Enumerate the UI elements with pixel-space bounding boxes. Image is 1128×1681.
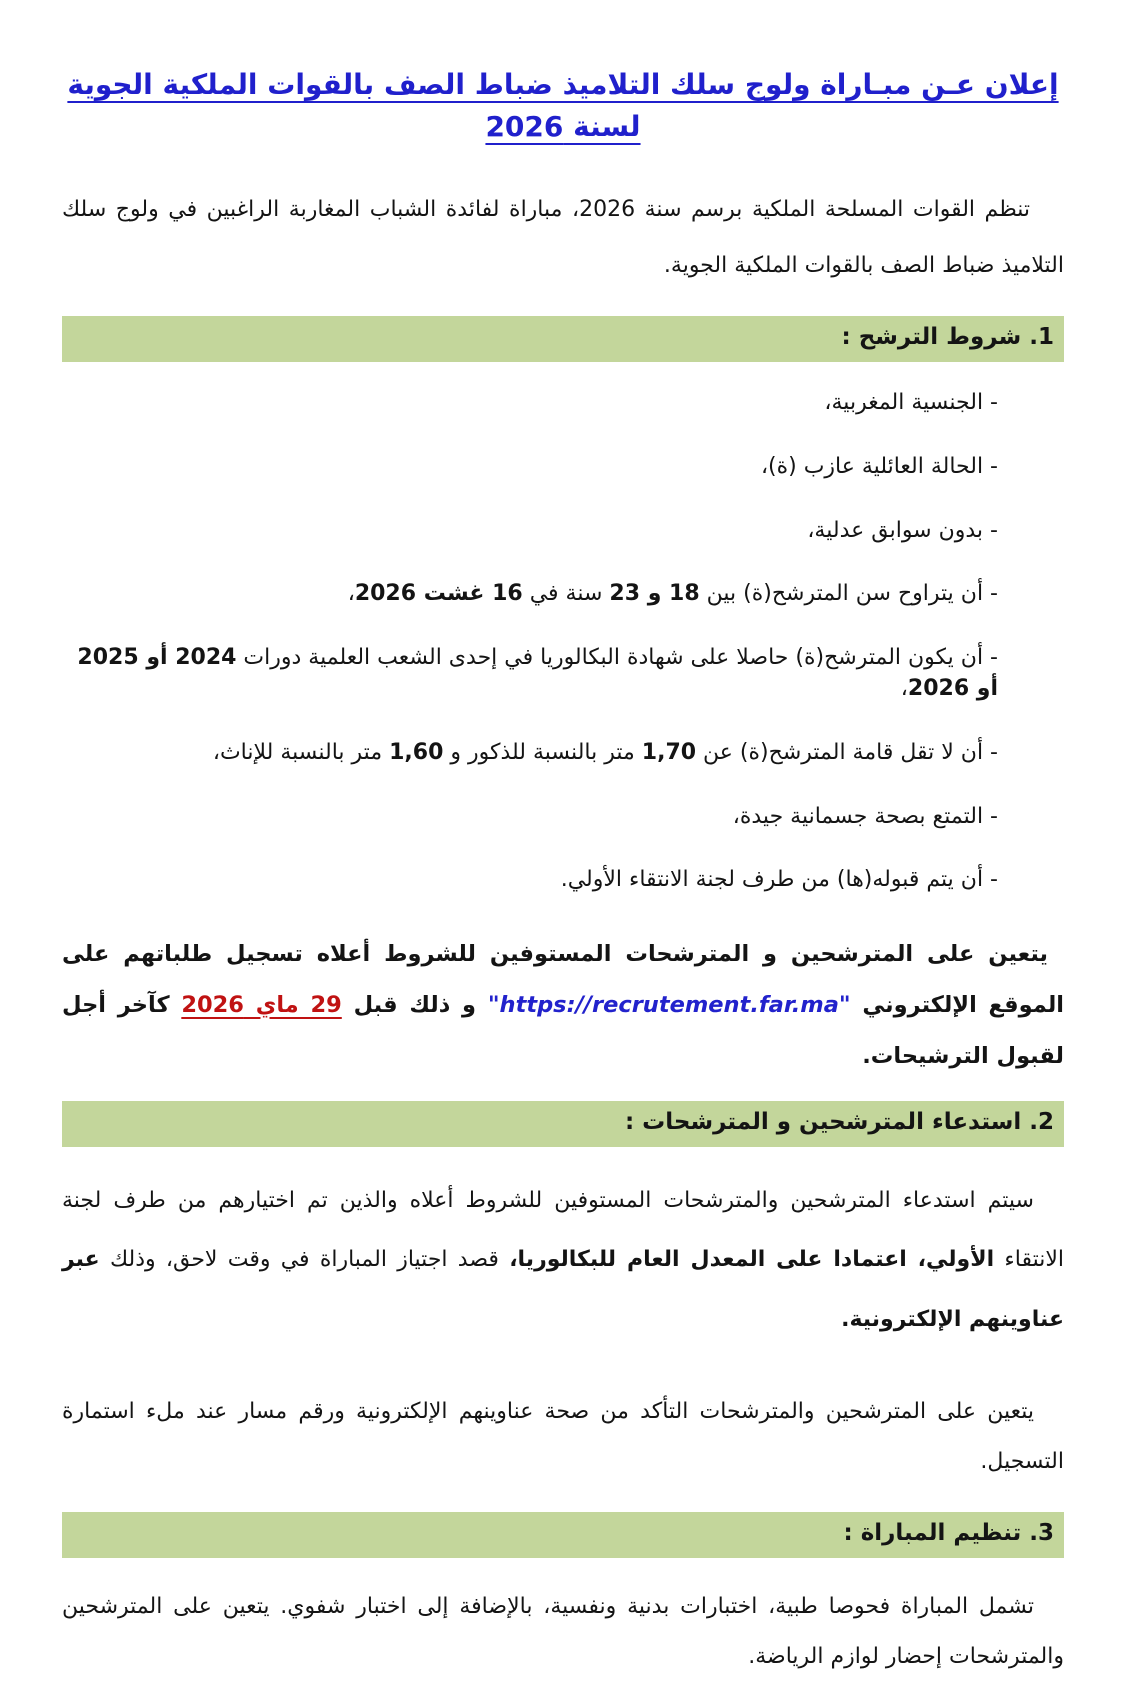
document-title: إعلان عـن مبـاراة ولوج سلك التلاميذ ضباط الصف بالقوات الملكية الجوية لسنة 2026 bbox=[67, 68, 1059, 143]
text-run: 2024 أو 2025 أو 2026 bbox=[77, 645, 998, 702]
text-run: سيتم استدعاء المترشحين والمترشحات المستوفين للشروط أعلاه والذين تم اختيارهم من طرف لجنة الانتقاء bbox=[62, 1188, 1065, 1273]
text-run: ، bbox=[900, 676, 908, 702]
text-run: 1,60 bbox=[389, 739, 444, 765]
condition-item-marital-status bbox=[62, 452, 998, 483]
text-run: سنة في bbox=[522, 581, 610, 607]
spacer bbox=[62, 1349, 1064, 1363]
text-run: - أن يكون المترشح(ة) حاصلا على شهادة البكالوريا في إحدى الشعب العلمية دورات bbox=[236, 645, 998, 671]
condition-item-nationality bbox=[62, 388, 998, 419]
section-3-heading-bar: 3. تنظيم المباراة : bbox=[62, 1512, 1064, 1558]
text-run: قصد اجتياز المباراة في وقت لاحق، وذلك bbox=[99, 1247, 510, 1273]
text-run: 1,70 bbox=[641, 739, 697, 765]
intro-paragraph: تنظم القوات المسلحة الملكية برسم سنة 2026، مباراة لفائدة الشباب المغاربة الراغبين في ولوج سلك التلاميذ ضباط الصف بالقوات الملكية الجوية. bbox=[62, 197, 1064, 279]
conditions-list bbox=[62, 388, 998, 896]
text-run: متر بالنسبة للإناث، bbox=[212, 739, 390, 765]
selection-call-paragraph bbox=[62, 1171, 1064, 1349]
condition-item-age bbox=[62, 579, 998, 610]
text-run: الأولي، اعتمادا على المعدل العام للبكالوريا، bbox=[509, 1247, 995, 1273]
text-run: متر بالنسبة للذكور و bbox=[443, 739, 642, 765]
condition-item-selection bbox=[62, 865, 998, 896]
section-1-heading-bar: 1. شروط الترشح : bbox=[62, 316, 1064, 362]
registration-url-link[interactable]: "https://recrutement.far.ma" bbox=[487, 991, 851, 1018]
text-run: و ذلك قبل bbox=[341, 991, 488, 1018]
text-run: - أن يتراوح سن المترشح(ة) بين bbox=[699, 581, 998, 607]
section-2-heading-bar: 2. استدعاء المترشحين و المترشحات : bbox=[62, 1101, 1064, 1147]
deadline-date: 29 ماي 2026 bbox=[181, 991, 342, 1018]
condition-item-health bbox=[62, 802, 998, 833]
text-run: 16 غشت 2026 bbox=[354, 581, 523, 607]
text-run: - أن لا تقل قامة المترشح(ة) عن bbox=[696, 739, 998, 765]
exam-content-paragraph: تشمل المباراة فحوصا طبية، اختبارات بدنية ونفسية، بالإضافة إلى اختبار شفوي. يتعين على المترشحين والمترشحات إحضار لوازم الرياضة. bbox=[62, 1594, 1064, 1669]
text-run: كآخر أجل لقبول الترشيحات. bbox=[62, 991, 1064, 1069]
condition-item-criminal-record bbox=[62, 516, 998, 547]
registration-deadline-paragraph bbox=[62, 929, 1064, 1081]
text-run: - الجنسية المغربية، bbox=[824, 390, 998, 416]
email-verification-paragraph: يتعين على المترشحين والمترشحات التأكد من صحة عناوينهم الإلكترونية ورقم مسار عند ملء استمارة التسجيل. bbox=[62, 1399, 1064, 1474]
text-run: - أن يتم قبوله(ها) من طرف لجنة الانتقاء الأولي. bbox=[560, 867, 998, 893]
text-run: - التمتع بصحة جسمانية جيدة، bbox=[732, 803, 998, 829]
condition-item-height bbox=[62, 738, 998, 769]
text-run: ، bbox=[347, 581, 355, 607]
text-run: 18 و 23 bbox=[609, 581, 700, 607]
text-run: - بدون سوابق عدلية، bbox=[807, 517, 998, 543]
condition-item-baccalaureate bbox=[62, 643, 998, 705]
text-run: يتعين على المترشحين و المترشحات المستوفين للشروط أعلاه تسجيل طلباتهم على الموقع الإلكتروني bbox=[62, 941, 1065, 1018]
text-run: - الحالة العائلية عازب (ة)، bbox=[760, 453, 998, 479]
text-run: عبر عناوينهم الإلكترونية. bbox=[62, 1247, 1064, 1332]
spacer bbox=[62, 1486, 1064, 1512]
